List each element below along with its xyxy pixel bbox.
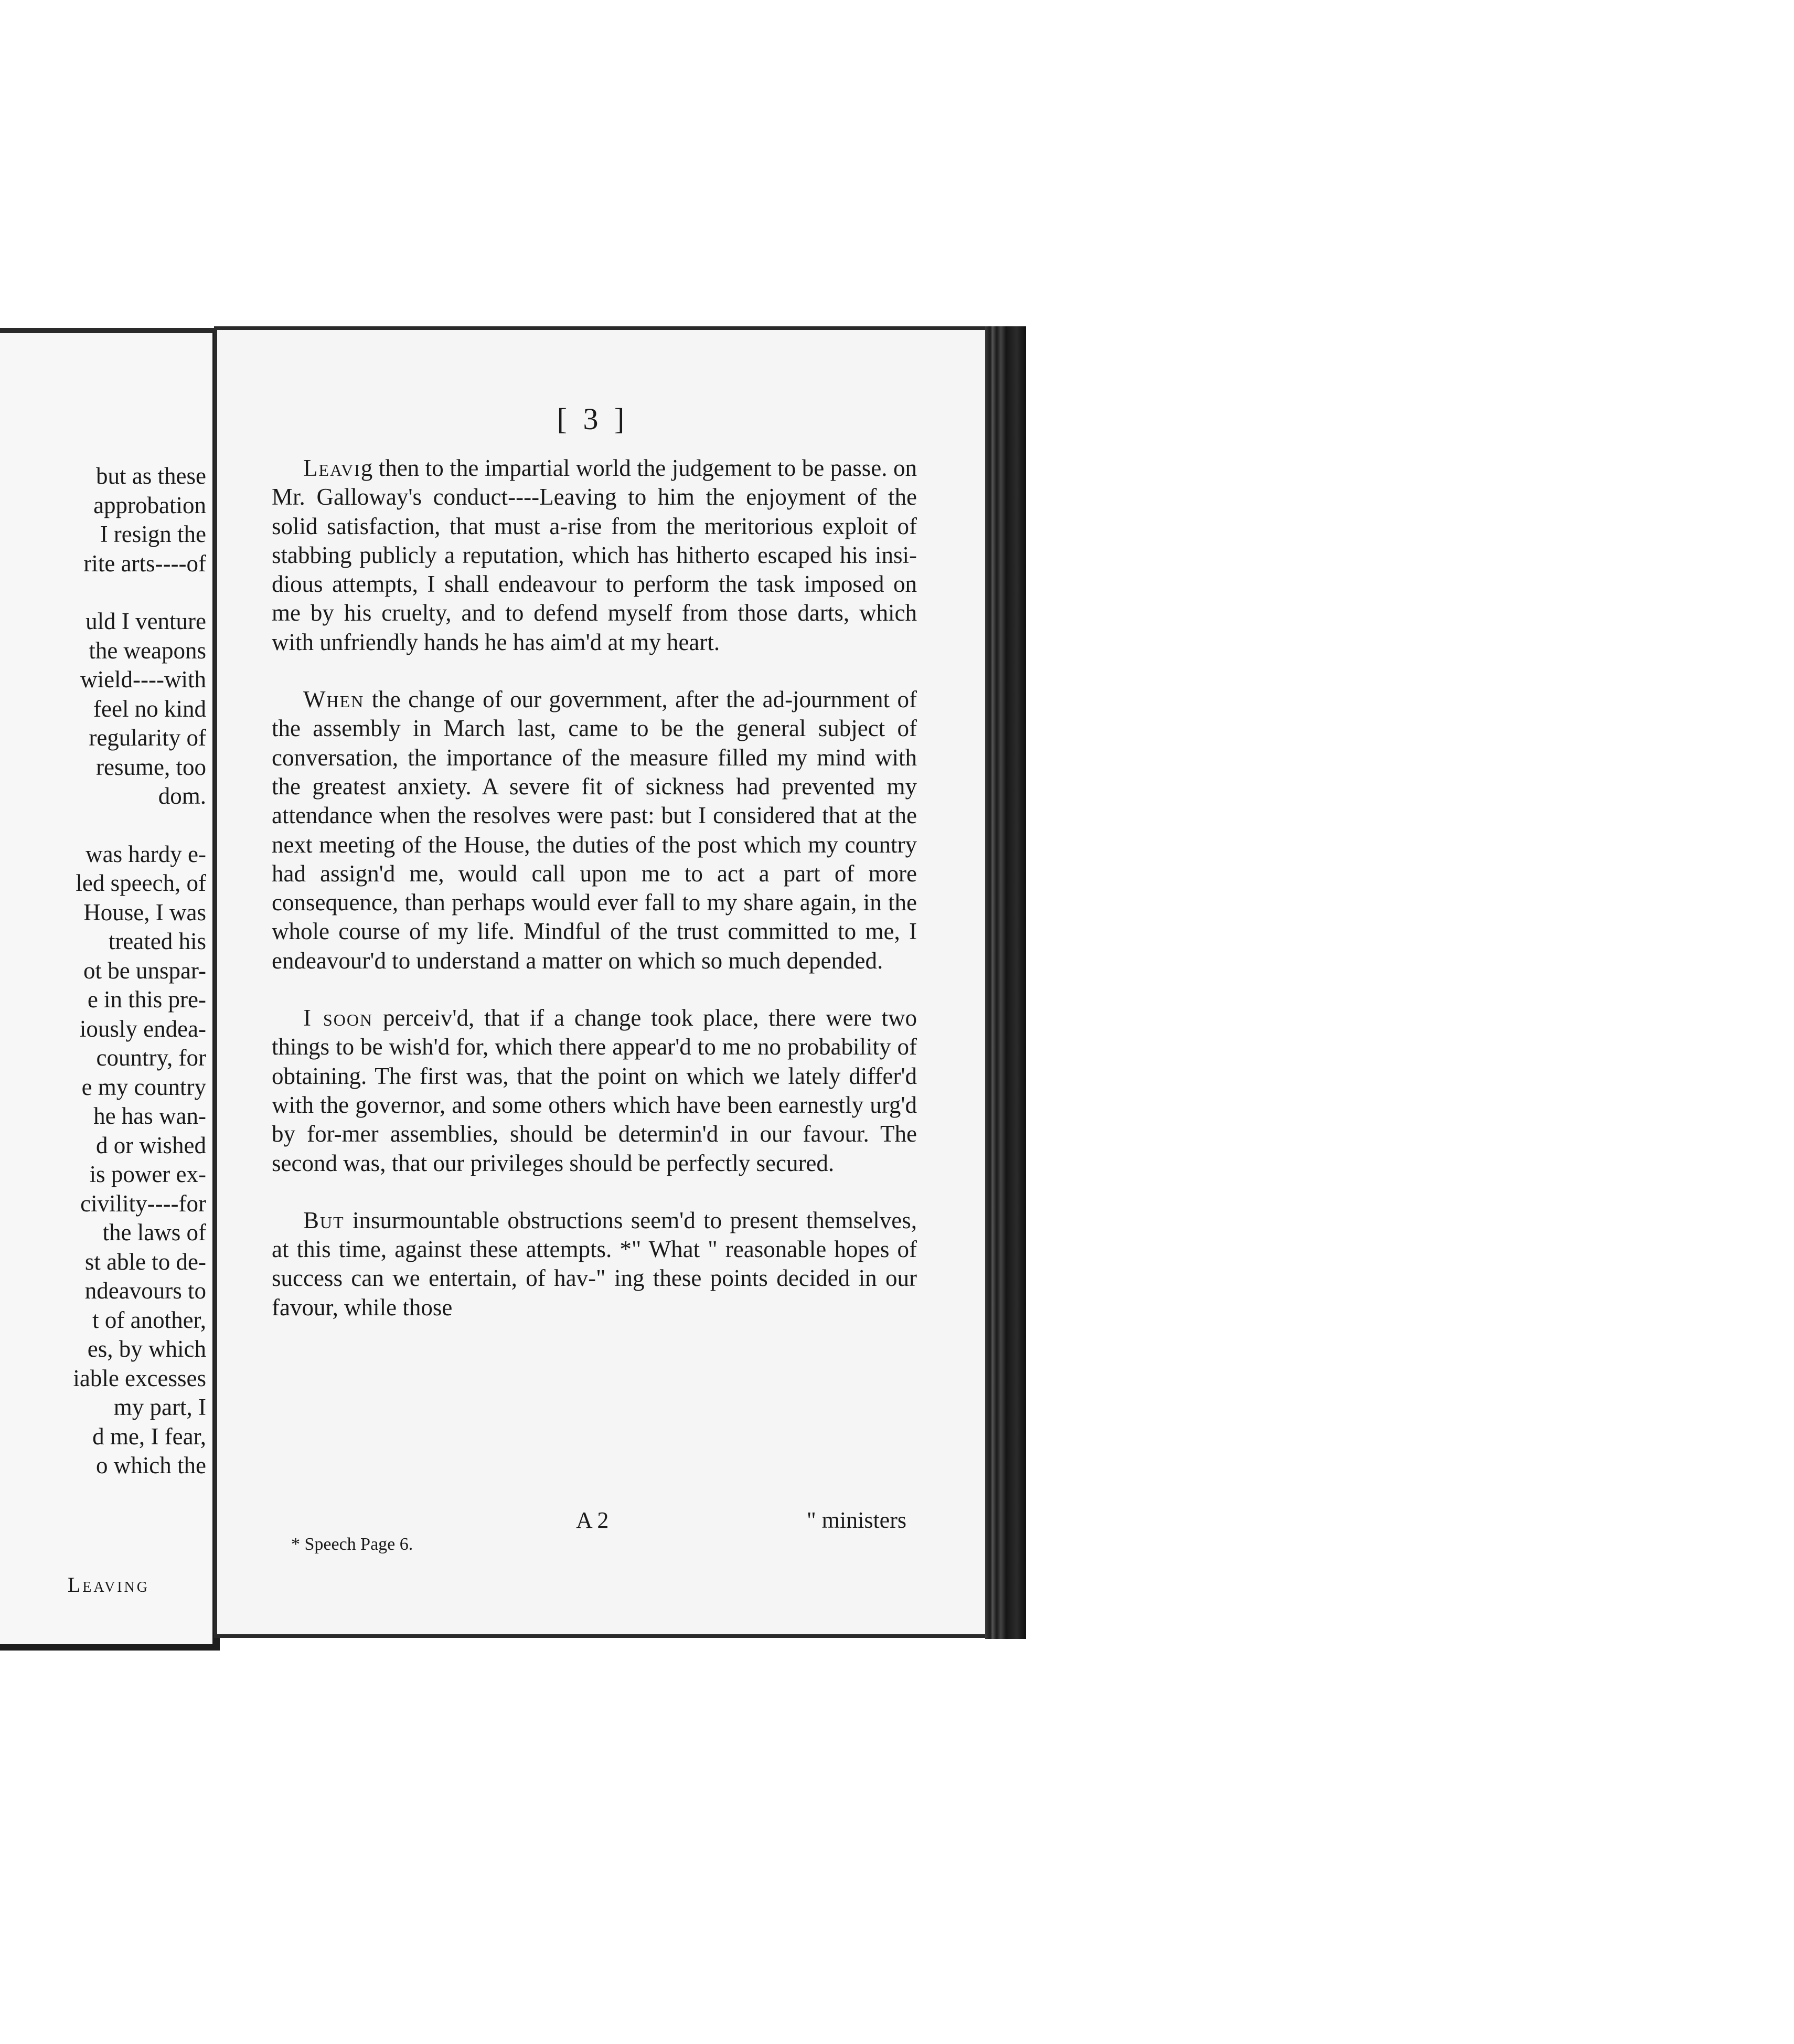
paragraph-2: When the change of our government, after the ad-journment of the assembly in March last, came to be the general subject of conversation, the importance of the measure filled my mind with the greatest anxiety. A severe fit of sickness had prevented my attendance when the resolves were past: but I considered that at the next meeting of the House, the duties of the post which my country had assign'd me, would call upon me to act a part of more consequence, than perhaps would ever fall to my share again, in the whole course of my life. Mindful of the trust committed to me, I endeavour'd to understand a matter on which so much depended. (272, 686, 917, 974)
signature-mark: A 2 (576, 1507, 609, 1533)
page-body (272, 454, 917, 1350)
footnote: * Speech Page 6. (291, 1535, 413, 1554)
previous-page-line: he has wan- (93, 1103, 206, 1129)
previous-page-line: st able to de- (84, 1248, 206, 1275)
previous-page-line: regularity of (89, 725, 206, 751)
previous-page-line: e my country (81, 1073, 206, 1100)
previous-page-line: iable excesses (73, 1365, 206, 1391)
previous-page-line: uld I venture (86, 608, 206, 634)
previous-page-line: es, by which (87, 1336, 206, 1362)
catchword: " ministers (806, 1507, 906, 1533)
previous-page-line: e in this pre- (87, 986, 206, 1013)
previous-page-gap (0, 578, 206, 607)
paragraph-3: I soon perceiv'd, that if a change took place, there were two things to be wish'd for, which there appear'd to me no probability of obtaining. The first was, that the point on which we lately differ'd with the governor, and some others which have been earnestly urg'd by for-mer assemblies, should be determin'd in our favour. The second was, that our privileges should be perfectly secured. (272, 1005, 917, 1176)
previous-page-line: but as these (96, 463, 206, 489)
previous-page-line: is power ex- (89, 1161, 206, 1187)
previous-page-line: rite arts----of (83, 550, 206, 577)
previous-page-line: dom. (158, 783, 206, 809)
previous-page-line: o which the (96, 1452, 206, 1478)
paragraph-4: But insurmountable obstructions seem'd to present themselves, at this time, against these attempts. *" What " reasonable hopes of success can we entertain, of hav-" ing these points decided in our favour, while those (272, 1207, 917, 1321)
previous-page-line: my part, I (113, 1394, 206, 1420)
page-edges (985, 326, 1026, 1639)
previous-page-line: treated his (108, 928, 206, 954)
previous-page-gap (0, 811, 206, 840)
previous-page-line: iously endea- (79, 1015, 206, 1042)
previous-page-line: the laws of (102, 1219, 206, 1245)
previous-page (0, 328, 220, 1651)
previous-page-line: civility----for (80, 1190, 206, 1217)
previous-page-line: t of another, (92, 1306, 206, 1333)
previous-page-line: I resign the (100, 521, 206, 547)
previous-page-line: ot be unspar- (83, 957, 206, 984)
previous-page-line: House, I was (83, 899, 206, 925)
previous-page-line: resume, too (96, 753, 206, 780)
previous-page-line: d me, I fear, (92, 1423, 206, 1450)
previous-page-line: approbation (93, 492, 206, 518)
previous-page-text (0, 462, 206, 1481)
page-number: [ 3 ] (557, 402, 629, 436)
previous-page-line: led speech, of (76, 870, 206, 896)
previous-page-line: the weapons (89, 637, 206, 664)
previous-page-catchword: Leaving (67, 1573, 150, 1596)
previous-page-line: ndeavours to (84, 1278, 206, 1304)
previous-page-line: was hardy e- (86, 840, 206, 867)
previous-page-line: wield----with (80, 666, 206, 693)
previous-page-line: d or wished (96, 1132, 206, 1158)
previous-page-line: country, for (96, 1045, 206, 1071)
previous-page-line: feel no kind (93, 695, 206, 722)
paragraph-1: Leavig then to the impartial world the judgement to be passe. on Mr. Galloway's conduct----Leaving to him the enjoyment of the solid satisfaction, that must a-rise from the meritorious exploit of stabbing publicly a reputation, which has hitherto escaped his insi-dious attempts, I shall endeavour to perform the task imposed on me by his cruelty, and to defend myself from those darts, which with unfriendly hands he has aim'd at my heart. (272, 455, 917, 655)
page-foot-line (272, 1507, 917, 1536)
